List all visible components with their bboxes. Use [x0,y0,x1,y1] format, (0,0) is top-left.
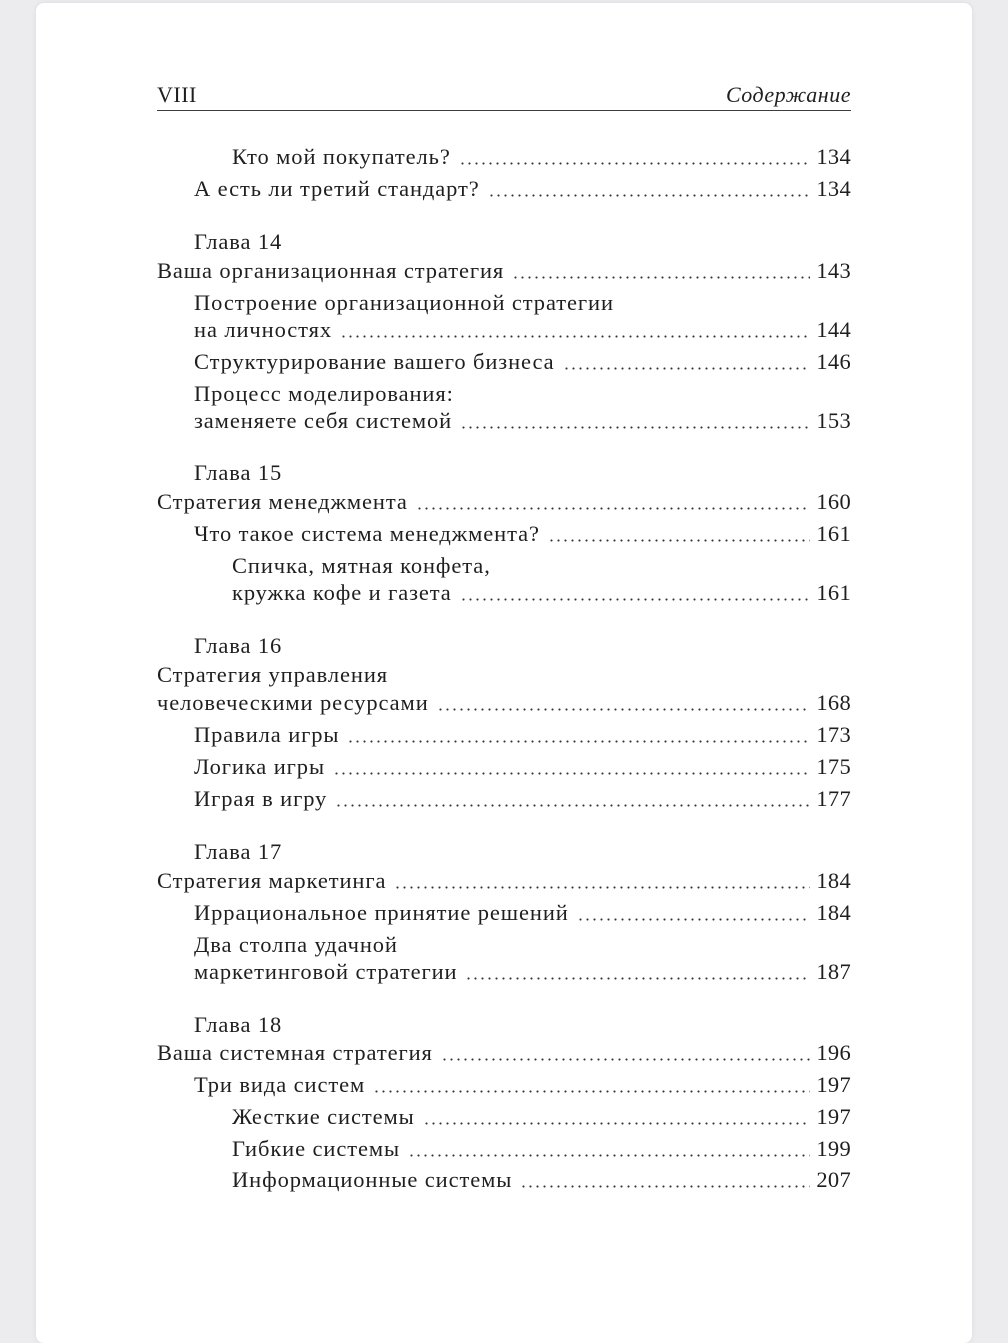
toc-entry-title: Три вида систем [194,1072,366,1097]
chapter-heading: Глава 14 [194,229,283,254]
toc-entry[interactable] [157,1165,851,1195]
toc-entry-page: 184 [816,900,851,925]
toc-entry-title: Логика игры [194,754,325,779]
toc-entry-page: 175 [816,754,851,779]
toc-entry-page: 134 [816,144,851,169]
dot-leader [460,424,810,430]
toc-entry-title: заменяете себя системой [194,408,453,433]
dot-leader [416,505,811,511]
dot-leader [373,1088,810,1094]
toc-entry-title: Что такое система менеджмента? [194,521,540,546]
toc-entry-page: 173 [816,722,851,747]
toc-entry-title: Стратегия менеджмента [157,489,408,514]
toc-entry-page: 197 [816,1072,851,1097]
toc-entry[interactable] [157,174,851,204]
toc-entry-title-line[interactable]: Два столпа удачной [194,932,398,957]
toc-entry[interactable] [157,1102,851,1132]
dot-leader [333,770,810,776]
chapter-heading: Глава 18 [194,1012,283,1037]
toc-entry-page: 199 [816,1136,851,1161]
dot-leader [488,192,811,198]
toc-entry-page: 161 [816,521,851,546]
toc-entry-page: 197 [816,1104,851,1129]
toc-entry-page: 187 [816,959,851,984]
toc-entry-page: 177 [816,786,851,811]
toc-entry-title-line[interactable]: Спичка, мятная конфета, [232,553,491,578]
toc-entry-title: Структурирование вашего бизнеса [194,349,555,374]
toc-entry[interactable] [157,406,851,436]
toc-entry-page: 168 [816,690,851,715]
toc-entry-title: А есть ли третий стандарт? [194,176,480,201]
toc-entry-page: 161 [816,580,851,605]
toc-entry[interactable] [157,866,851,896]
dot-leader [394,884,810,890]
toc-entry-page: 143 [816,258,851,283]
toc-entry[interactable] [157,347,851,377]
dot-leader [563,365,811,371]
page-header [157,80,851,111]
dot-leader [520,1183,810,1189]
toc-entry[interactable] [157,256,851,286]
dot-leader [347,738,810,744]
toc-entry-title-line[interactable]: Построение организационной стратегии [194,290,614,315]
toc-entry-page: 207 [816,1167,851,1192]
toc-entry[interactable] [157,578,851,608]
toc-entry-title: Кто мой покупатель? [232,144,451,169]
running-title: Содержание [725,82,851,107]
toc-entry[interactable] [157,957,851,987]
toc-entry[interactable] [157,315,851,345]
toc-entry-page: 196 [816,1040,851,1065]
toc-entry-title: Правила игры [194,722,340,747]
toc-entry[interactable] [157,1038,851,1068]
toc-entry[interactable] [157,487,851,517]
toc-entry-title: Жесткие системы [232,1104,415,1129]
toc-entry[interactable] [157,142,851,172]
dot-leader [548,537,810,543]
dot-leader [459,160,811,166]
toc-entry-page: 153 [816,408,851,433]
toc-entry-title: маркетинговой стратегии [194,959,458,984]
toc-entry[interactable] [157,688,851,718]
toc-entry-title: Иррациональное принятие решений [194,900,569,925]
toc-entry[interactable] [157,898,851,928]
dot-leader [335,802,810,808]
toc-entry-title-line[interactable]: Процесс моделирования: [194,381,454,406]
toc-entry-page: 144 [816,317,851,342]
page-number: VIII [157,82,197,107]
toc-entry-title: Гибкие системы [232,1136,401,1161]
toc-entry-title: на личностях [194,317,333,342]
dot-leader [340,333,810,339]
toc-entry[interactable] [157,720,851,750]
dot-leader [441,1056,811,1062]
toc-entry[interactable] [157,1134,851,1164]
chapter-heading: Глава 16 [194,633,283,658]
dot-leader [437,706,811,712]
toc-entry-page: 134 [816,176,851,201]
toc-entry-title: Информационные системы [232,1167,513,1192]
toc-entry[interactable] [157,1070,851,1100]
toc-entry[interactable] [157,752,851,782]
toc-entry-title: Стратегия маркетинга [157,868,387,893]
dot-leader [423,1120,811,1126]
dot-leader [465,975,810,981]
chapter-heading: Глава 17 [194,839,283,864]
chapter-heading: Глава 15 [194,460,283,485]
toc-entry-title: Ваша организационная стратегия [157,258,505,283]
dot-leader [512,274,810,280]
toc-entry-title-line[interactable]: Стратегия управления [157,662,389,687]
toc-entry-title: кружка кофе и газета [232,580,452,605]
dot-leader [408,1152,810,1158]
toc-entry-page: 184 [816,868,851,893]
toc-entry-title: Ваша системная стратегия [157,1040,433,1065]
toc-entry[interactable] [157,784,851,814]
toc-entry-page: 160 [816,489,851,514]
toc-entry-title: Играя в игру [194,786,328,811]
dot-leader [577,916,811,922]
toc-entry-page: 146 [816,349,851,374]
toc-entry-title: человеческими ресурсами [157,690,429,715]
toc-entry[interactable] [157,519,851,549]
dot-leader [460,596,811,602]
